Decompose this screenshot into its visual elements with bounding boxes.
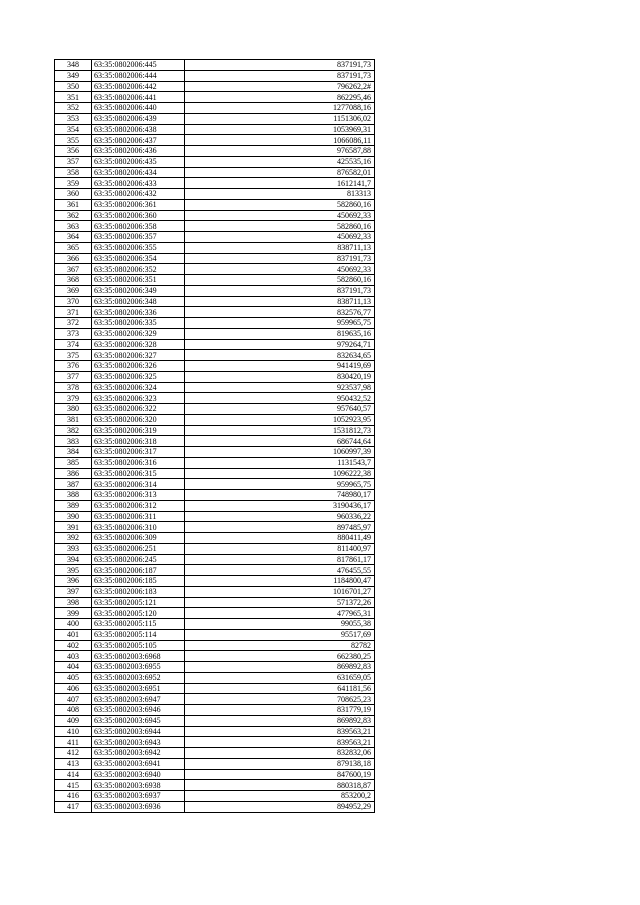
cadastral-value-cell: 450692,33 bbox=[185, 264, 375, 275]
cadastral-number-cell: 63:35:0802006:185 bbox=[92, 576, 185, 587]
table-row bbox=[55, 264, 375, 275]
cadastral-value-cell: 1531812,73 bbox=[185, 425, 375, 436]
cadastral-value-cell: 82782 bbox=[185, 640, 375, 651]
table-row bbox=[55, 543, 375, 554]
table-row bbox=[55, 414, 375, 425]
table-row bbox=[55, 651, 375, 662]
cadastral-value-table bbox=[54, 59, 375, 813]
row-number-cell: 379 bbox=[55, 393, 92, 404]
row-number-cell: 391 bbox=[55, 522, 92, 533]
row-number-cell: 400 bbox=[55, 619, 92, 630]
row-number-cell: 380 bbox=[55, 404, 92, 415]
row-number-cell: 396 bbox=[55, 576, 92, 587]
cadastral-value-cell: 923537,98 bbox=[185, 382, 375, 393]
cadastral-value-cell: 831779,19 bbox=[185, 705, 375, 716]
cadastral-number-cell: 63:35:0802006:357 bbox=[92, 232, 185, 243]
cadastral-value-cell: 897485,97 bbox=[185, 522, 375, 533]
table-body bbox=[55, 60, 375, 813]
cadastral-number-cell: 63:35:0802006:183 bbox=[92, 586, 185, 597]
row-number-cell: 401 bbox=[55, 629, 92, 640]
row-number-cell: 361 bbox=[55, 199, 92, 210]
cadastral-value-cell: 1052923,95 bbox=[185, 414, 375, 425]
cadastral-number-cell: 63:35:0802006:360 bbox=[92, 210, 185, 221]
row-number-cell: 392 bbox=[55, 533, 92, 544]
row-number-cell: 389 bbox=[55, 500, 92, 511]
cadastral-value-cell: 817861,17 bbox=[185, 554, 375, 565]
table-row bbox=[55, 586, 375, 597]
cadastral-number-cell: 63:35:0802006:445 bbox=[92, 60, 185, 71]
cadastral-value-cell: 99055,38 bbox=[185, 619, 375, 630]
table-row bbox=[55, 371, 375, 382]
cadastral-number-cell: 63:35:0802005:115 bbox=[92, 619, 185, 630]
table-row bbox=[55, 361, 375, 372]
table-row bbox=[55, 146, 375, 157]
cadastral-value-cell: 1016701,27 bbox=[185, 586, 375, 597]
cadastral-value-cell: 879138,18 bbox=[185, 758, 375, 769]
cadastral-number-cell: 63:35:0802006:432 bbox=[92, 189, 185, 200]
row-number-cell: 383 bbox=[55, 436, 92, 447]
cadastral-value-cell: 1151306,02 bbox=[185, 113, 375, 124]
row-number-cell: 357 bbox=[55, 156, 92, 167]
row-number-cell: 399 bbox=[55, 608, 92, 619]
row-number-cell: 417 bbox=[55, 801, 92, 812]
cadastral-value-cell: 1053969,31 bbox=[185, 124, 375, 135]
cadastral-value-cell: 957640,57 bbox=[185, 404, 375, 415]
cadastral-value-cell: 95517,69 bbox=[185, 629, 375, 640]
cadastral-value-cell: 796262,2# bbox=[185, 81, 375, 92]
cadastral-number-cell: 63:35:0802003:6952 bbox=[92, 672, 185, 683]
row-number-cell: 387 bbox=[55, 479, 92, 490]
table-row bbox=[55, 468, 375, 479]
cadastral-number-cell: 63:35:0802006:325 bbox=[92, 371, 185, 382]
table-row bbox=[55, 457, 375, 468]
row-number-cell: 409 bbox=[55, 715, 92, 726]
cadastral-value-cell: 1612141,7 bbox=[185, 178, 375, 189]
cadastral-value-cell: 839563,21 bbox=[185, 737, 375, 748]
cadastral-number-cell: 63:35:0802006:319 bbox=[92, 425, 185, 436]
cadastral-number-cell: 63:35:0802006:437 bbox=[92, 135, 185, 146]
cadastral-number-cell: 63:35:0802006:326 bbox=[92, 361, 185, 372]
row-number-cell: 373 bbox=[55, 328, 92, 339]
row-number-cell: 394 bbox=[55, 554, 92, 565]
table-row bbox=[55, 92, 375, 103]
row-number-cell: 360 bbox=[55, 189, 92, 200]
row-number-cell: 376 bbox=[55, 361, 92, 372]
cadastral-value-cell: 838711,13 bbox=[185, 242, 375, 253]
cadastral-value-cell: 811400,97 bbox=[185, 543, 375, 554]
cadastral-value-cell: 571372,26 bbox=[185, 597, 375, 608]
row-number-cell: 381 bbox=[55, 414, 92, 425]
cadastral-number-cell: 63:35:0802003:6943 bbox=[92, 737, 185, 748]
cadastral-value-cell: 847600,19 bbox=[185, 769, 375, 780]
cadastral-number-cell: 63:35:0802006:439 bbox=[92, 113, 185, 124]
cadastral-number-cell: 63:35:0802006:438 bbox=[92, 124, 185, 135]
cadastral-value-cell: 813313 bbox=[185, 189, 375, 200]
row-number-cell: 374 bbox=[55, 339, 92, 350]
cadastral-value-cell: 869892,83 bbox=[185, 715, 375, 726]
cadastral-number-cell: 63:35:0802005:121 bbox=[92, 597, 185, 608]
cadastral-number-cell: 63:35:0802006:440 bbox=[92, 103, 185, 114]
cadastral-value-cell: 450692,33 bbox=[185, 210, 375, 221]
cadastral-value-cell: 832576,77 bbox=[185, 307, 375, 318]
table-row bbox=[55, 275, 375, 286]
row-number-cell: 351 bbox=[55, 92, 92, 103]
cadastral-value-cell: 1096222,38 bbox=[185, 468, 375, 479]
table-row bbox=[55, 232, 375, 243]
cadastral-number-cell: 63:35:0802006:311 bbox=[92, 511, 185, 522]
cadastral-number-cell: 63:35:0802006:436 bbox=[92, 146, 185, 157]
row-number-cell: 408 bbox=[55, 705, 92, 716]
cadastral-value-cell: 662380,25 bbox=[185, 651, 375, 662]
cadastral-number-cell: 63:35:0802006:320 bbox=[92, 414, 185, 425]
cadastral-value-cell: 876582,01 bbox=[185, 167, 375, 178]
cadastral-value-cell: 582860,16 bbox=[185, 199, 375, 210]
cadastral-number-cell: 63:35:0802005:105 bbox=[92, 640, 185, 651]
cadastral-value-cell: 830420,19 bbox=[185, 371, 375, 382]
cadastral-value-cell: 1184800,47 bbox=[185, 576, 375, 587]
row-number-cell: 390 bbox=[55, 511, 92, 522]
cadastral-number-cell: 63:35:0802005:114 bbox=[92, 629, 185, 640]
cadastral-number-cell: 63:35:0802006:434 bbox=[92, 167, 185, 178]
cadastral-number-cell: 63:35:0802006:315 bbox=[92, 468, 185, 479]
row-number-cell: 397 bbox=[55, 586, 92, 597]
row-number-cell: 382 bbox=[55, 425, 92, 436]
cadastral-number-cell: 63:35:0802006:312 bbox=[92, 500, 185, 511]
cadastral-value-cell: 839563,21 bbox=[185, 726, 375, 737]
cadastral-number-cell: 63:35:0802003:6945 bbox=[92, 715, 185, 726]
table-row bbox=[55, 178, 375, 189]
cadastral-number-cell: 63:35:0802006:335 bbox=[92, 318, 185, 329]
table-row bbox=[55, 629, 375, 640]
table-row bbox=[55, 619, 375, 630]
table-row bbox=[55, 103, 375, 114]
cadastral-value-cell: 894952,29 bbox=[185, 801, 375, 812]
row-number-cell: 388 bbox=[55, 490, 92, 501]
row-number-cell: 398 bbox=[55, 597, 92, 608]
cadastral-number-cell: 63:35:0802006:322 bbox=[92, 404, 185, 415]
row-number-cell: 356 bbox=[55, 146, 92, 157]
cadastral-number-cell: 63:35:0802006:444 bbox=[92, 70, 185, 81]
cadastral-number-cell: 63:35:0802005:120 bbox=[92, 608, 185, 619]
cadastral-value-cell: 880318,87 bbox=[185, 780, 375, 791]
table-row bbox=[55, 554, 375, 565]
table-row bbox=[55, 479, 375, 490]
cadastral-number-cell: 63:35:0802006:323 bbox=[92, 393, 185, 404]
row-number-cell: 378 bbox=[55, 382, 92, 393]
table-row bbox=[55, 780, 375, 791]
table-row bbox=[55, 350, 375, 361]
row-number-cell: 350 bbox=[55, 81, 92, 92]
cadastral-number-cell: 63:35:0802006:318 bbox=[92, 436, 185, 447]
cadastral-number-cell: 63:35:0802003:6968 bbox=[92, 651, 185, 662]
cadastral-value-cell: 641181,56 bbox=[185, 683, 375, 694]
cadastral-number-cell: 63:35:0802006:313 bbox=[92, 490, 185, 501]
row-number-cell: 402 bbox=[55, 640, 92, 651]
cadastral-value-cell: 686744,64 bbox=[185, 436, 375, 447]
cadastral-value-cell: 832634,65 bbox=[185, 350, 375, 361]
row-number-cell: 362 bbox=[55, 210, 92, 221]
table-row bbox=[55, 791, 375, 802]
row-number-cell: 384 bbox=[55, 447, 92, 458]
table-row bbox=[55, 339, 375, 350]
table-row bbox=[55, 199, 375, 210]
cadastral-value-cell: 631659,05 bbox=[185, 672, 375, 683]
row-number-cell: 363 bbox=[55, 221, 92, 232]
cadastral-number-cell: 63:35:0802006:310 bbox=[92, 522, 185, 533]
cadastral-number-cell: 63:35:0802003:6955 bbox=[92, 662, 185, 673]
row-number-cell: 348 bbox=[55, 60, 92, 71]
table-row bbox=[55, 683, 375, 694]
cadastral-value-cell: 960336,22 bbox=[185, 511, 375, 522]
cadastral-value-cell: 837191,73 bbox=[185, 285, 375, 296]
cadastral-value-cell: 837191,73 bbox=[185, 253, 375, 264]
row-number-cell: 367 bbox=[55, 264, 92, 275]
cadastral-number-cell: 63:35:0802006:442 bbox=[92, 81, 185, 92]
row-number-cell: 358 bbox=[55, 167, 92, 178]
cadastral-number-cell: 63:35:0802006:317 bbox=[92, 447, 185, 458]
row-number-cell: 364 bbox=[55, 232, 92, 243]
row-number-cell: 406 bbox=[55, 683, 92, 694]
table-row bbox=[55, 60, 375, 71]
row-number-cell: 405 bbox=[55, 672, 92, 683]
cadastral-number-cell: 63:35:0802003:6937 bbox=[92, 791, 185, 802]
cadastral-value-cell: 869892,83 bbox=[185, 662, 375, 673]
cadastral-value-cell: 880411,49 bbox=[185, 533, 375, 544]
table-row bbox=[55, 296, 375, 307]
row-number-cell: 355 bbox=[55, 135, 92, 146]
table-row bbox=[55, 715, 375, 726]
table-row bbox=[55, 210, 375, 221]
cadastral-number-cell: 63:35:0802006:327 bbox=[92, 350, 185, 361]
table-row bbox=[55, 307, 375, 318]
cadastral-value-cell: 819635,16 bbox=[185, 328, 375, 339]
cadastral-number-cell: 63:35:0802006:245 bbox=[92, 554, 185, 565]
cadastral-value-cell: 959965,75 bbox=[185, 479, 375, 490]
table-row bbox=[55, 328, 375, 339]
cadastral-value-cell: 425535,16 bbox=[185, 156, 375, 167]
row-number-cell: 416 bbox=[55, 791, 92, 802]
cadastral-value-cell: 979264,71 bbox=[185, 339, 375, 350]
row-number-cell: 353 bbox=[55, 113, 92, 124]
table-row bbox=[55, 285, 375, 296]
row-number-cell: 371 bbox=[55, 307, 92, 318]
table-row bbox=[55, 511, 375, 522]
row-number-cell: 395 bbox=[55, 565, 92, 576]
cadastral-number-cell: 63:35:0802006:348 bbox=[92, 296, 185, 307]
table-row bbox=[55, 221, 375, 232]
cadastral-value-cell: 1131543,7 bbox=[185, 457, 375, 468]
table-row bbox=[55, 189, 375, 200]
row-number-cell: 386 bbox=[55, 468, 92, 479]
row-number-cell: 411 bbox=[55, 737, 92, 748]
table-row bbox=[55, 500, 375, 511]
cadastral-number-cell: 63:35:0802006:352 bbox=[92, 264, 185, 275]
table-row bbox=[55, 726, 375, 737]
table-row bbox=[55, 758, 375, 769]
row-number-cell: 415 bbox=[55, 780, 92, 791]
row-number-cell: 349 bbox=[55, 70, 92, 81]
cadastral-number-cell: 63:35:0802003:6940 bbox=[92, 769, 185, 780]
cadastral-number-cell: 63:35:0802003:6944 bbox=[92, 726, 185, 737]
table-row bbox=[55, 640, 375, 651]
cadastral-number-cell: 63:35:0802003:6946 bbox=[92, 705, 185, 716]
row-number-cell: 366 bbox=[55, 253, 92, 264]
table-row bbox=[55, 318, 375, 329]
table-row bbox=[55, 436, 375, 447]
cadastral-number-cell: 63:35:0802006:349 bbox=[92, 285, 185, 296]
table-row bbox=[55, 156, 375, 167]
table-row bbox=[55, 253, 375, 264]
cadastral-value-cell: 1277088,16 bbox=[185, 103, 375, 114]
table-row bbox=[55, 242, 375, 253]
cadastral-number-cell: 63:35:0802006:361 bbox=[92, 199, 185, 210]
cadastral-number-cell: 63:35:0802006:355 bbox=[92, 242, 185, 253]
cadastral-value-cell: 748980,17 bbox=[185, 490, 375, 501]
table-row bbox=[55, 124, 375, 135]
table-row bbox=[55, 70, 375, 81]
cadastral-number-cell: 63:35:0802006:251 bbox=[92, 543, 185, 554]
row-number-cell: 372 bbox=[55, 318, 92, 329]
cadastral-value-cell: 450692,33 bbox=[185, 232, 375, 243]
cadastral-number-cell: 63:35:0802003:6942 bbox=[92, 748, 185, 759]
row-number-cell: 410 bbox=[55, 726, 92, 737]
table-row bbox=[55, 597, 375, 608]
cadastral-value-cell: 976587,88 bbox=[185, 146, 375, 157]
table-row bbox=[55, 393, 375, 404]
table-row bbox=[55, 576, 375, 587]
cadastral-number-cell: 63:35:0802003:6938 bbox=[92, 780, 185, 791]
row-number-cell: 404 bbox=[55, 662, 92, 673]
table-row bbox=[55, 672, 375, 683]
row-number-cell: 375 bbox=[55, 350, 92, 361]
table-row bbox=[55, 382, 375, 393]
cadastral-number-cell: 63:35:0802006:329 bbox=[92, 328, 185, 339]
cadastral-value-cell: 959965,75 bbox=[185, 318, 375, 329]
row-number-cell: 352 bbox=[55, 103, 92, 114]
cadastral-value-cell: 477965,31 bbox=[185, 608, 375, 619]
row-number-cell: 413 bbox=[55, 758, 92, 769]
row-number-cell: 365 bbox=[55, 242, 92, 253]
row-number-cell: 412 bbox=[55, 748, 92, 759]
table-row bbox=[55, 608, 375, 619]
cadastral-number-cell: 63:35:0802003:6936 bbox=[92, 801, 185, 812]
cadastral-number-cell: 63:35:0802003:6947 bbox=[92, 694, 185, 705]
row-number-cell: 368 bbox=[55, 275, 92, 286]
cadastral-number-cell: 63:35:0802006:433 bbox=[92, 178, 185, 189]
table-row bbox=[55, 404, 375, 415]
cadastral-number-cell: 63:35:0802006:187 bbox=[92, 565, 185, 576]
cadastral-number-cell: 63:35:0802006:351 bbox=[92, 275, 185, 286]
table-row bbox=[55, 748, 375, 759]
table-row bbox=[55, 490, 375, 501]
cadastral-number-cell: 63:35:0802006:441 bbox=[92, 92, 185, 103]
cadastral-number-cell: 63:35:0802006:314 bbox=[92, 479, 185, 490]
table-row bbox=[55, 81, 375, 92]
cadastral-value-cell: 837191,73 bbox=[185, 70, 375, 81]
cadastral-number-cell: 63:35:0802006:324 bbox=[92, 382, 185, 393]
cadastral-number-cell: 63:35:0802003:6941 bbox=[92, 758, 185, 769]
cadastral-number-cell: 63:35:0802006:328 bbox=[92, 339, 185, 350]
table-row bbox=[55, 533, 375, 544]
row-number-cell: 359 bbox=[55, 178, 92, 189]
cadastral-value-cell: 582860,16 bbox=[185, 275, 375, 286]
cadastral-value-cell: 941419,69 bbox=[185, 361, 375, 372]
row-number-cell: 393 bbox=[55, 543, 92, 554]
table-row bbox=[55, 705, 375, 716]
row-number-cell: 354 bbox=[55, 124, 92, 135]
table-row bbox=[55, 801, 375, 812]
cadastral-number-cell: 63:35:0802006:354 bbox=[92, 253, 185, 264]
row-number-cell: 414 bbox=[55, 769, 92, 780]
cadastral-number-cell: 63:35:0802006:309 bbox=[92, 533, 185, 544]
cadastral-number-cell: 63:35:0802006:336 bbox=[92, 307, 185, 318]
table-row bbox=[55, 425, 375, 436]
cadastral-value-cell: 582860,16 bbox=[185, 221, 375, 232]
cadastral-value-cell: 476455,55 bbox=[185, 565, 375, 576]
table-row bbox=[55, 565, 375, 576]
table-row bbox=[55, 113, 375, 124]
cadastral-number-cell: 63:35:0802003:6951 bbox=[92, 683, 185, 694]
cadastral-value-cell: 1060997,39 bbox=[185, 447, 375, 458]
row-number-cell: 370 bbox=[55, 296, 92, 307]
table-row bbox=[55, 447, 375, 458]
row-number-cell: 403 bbox=[55, 651, 92, 662]
cadastral-value-cell: 862295,46 bbox=[185, 92, 375, 103]
table-row bbox=[55, 522, 375, 533]
cadastral-number-cell: 63:35:0802006:435 bbox=[92, 156, 185, 167]
table-row bbox=[55, 769, 375, 780]
table-row bbox=[55, 135, 375, 146]
cadastral-value-cell: 832832,06 bbox=[185, 748, 375, 759]
cadastral-number-cell: 63:35:0802006:316 bbox=[92, 457, 185, 468]
cadastral-value-cell: 853200,2 bbox=[185, 791, 375, 802]
cadastral-value-cell: 838711,13 bbox=[185, 296, 375, 307]
table-row bbox=[55, 694, 375, 705]
row-number-cell: 369 bbox=[55, 285, 92, 296]
cadastral-number-cell: 63:35:0802006:358 bbox=[92, 221, 185, 232]
cadastral-value-cell: 1066086,11 bbox=[185, 135, 375, 146]
table-row bbox=[55, 167, 375, 178]
table-row bbox=[55, 662, 375, 673]
row-number-cell: 385 bbox=[55, 457, 92, 468]
row-number-cell: 377 bbox=[55, 371, 92, 382]
cadastral-value-cell: 837191,73 bbox=[185, 60, 375, 71]
cadastral-value-cell: 708625,23 bbox=[185, 694, 375, 705]
table-row bbox=[55, 737, 375, 748]
cadastral-value-cell: 950432,52 bbox=[185, 393, 375, 404]
cadastral-value-cell: 3190436,17 bbox=[185, 500, 375, 511]
row-number-cell: 407 bbox=[55, 694, 92, 705]
